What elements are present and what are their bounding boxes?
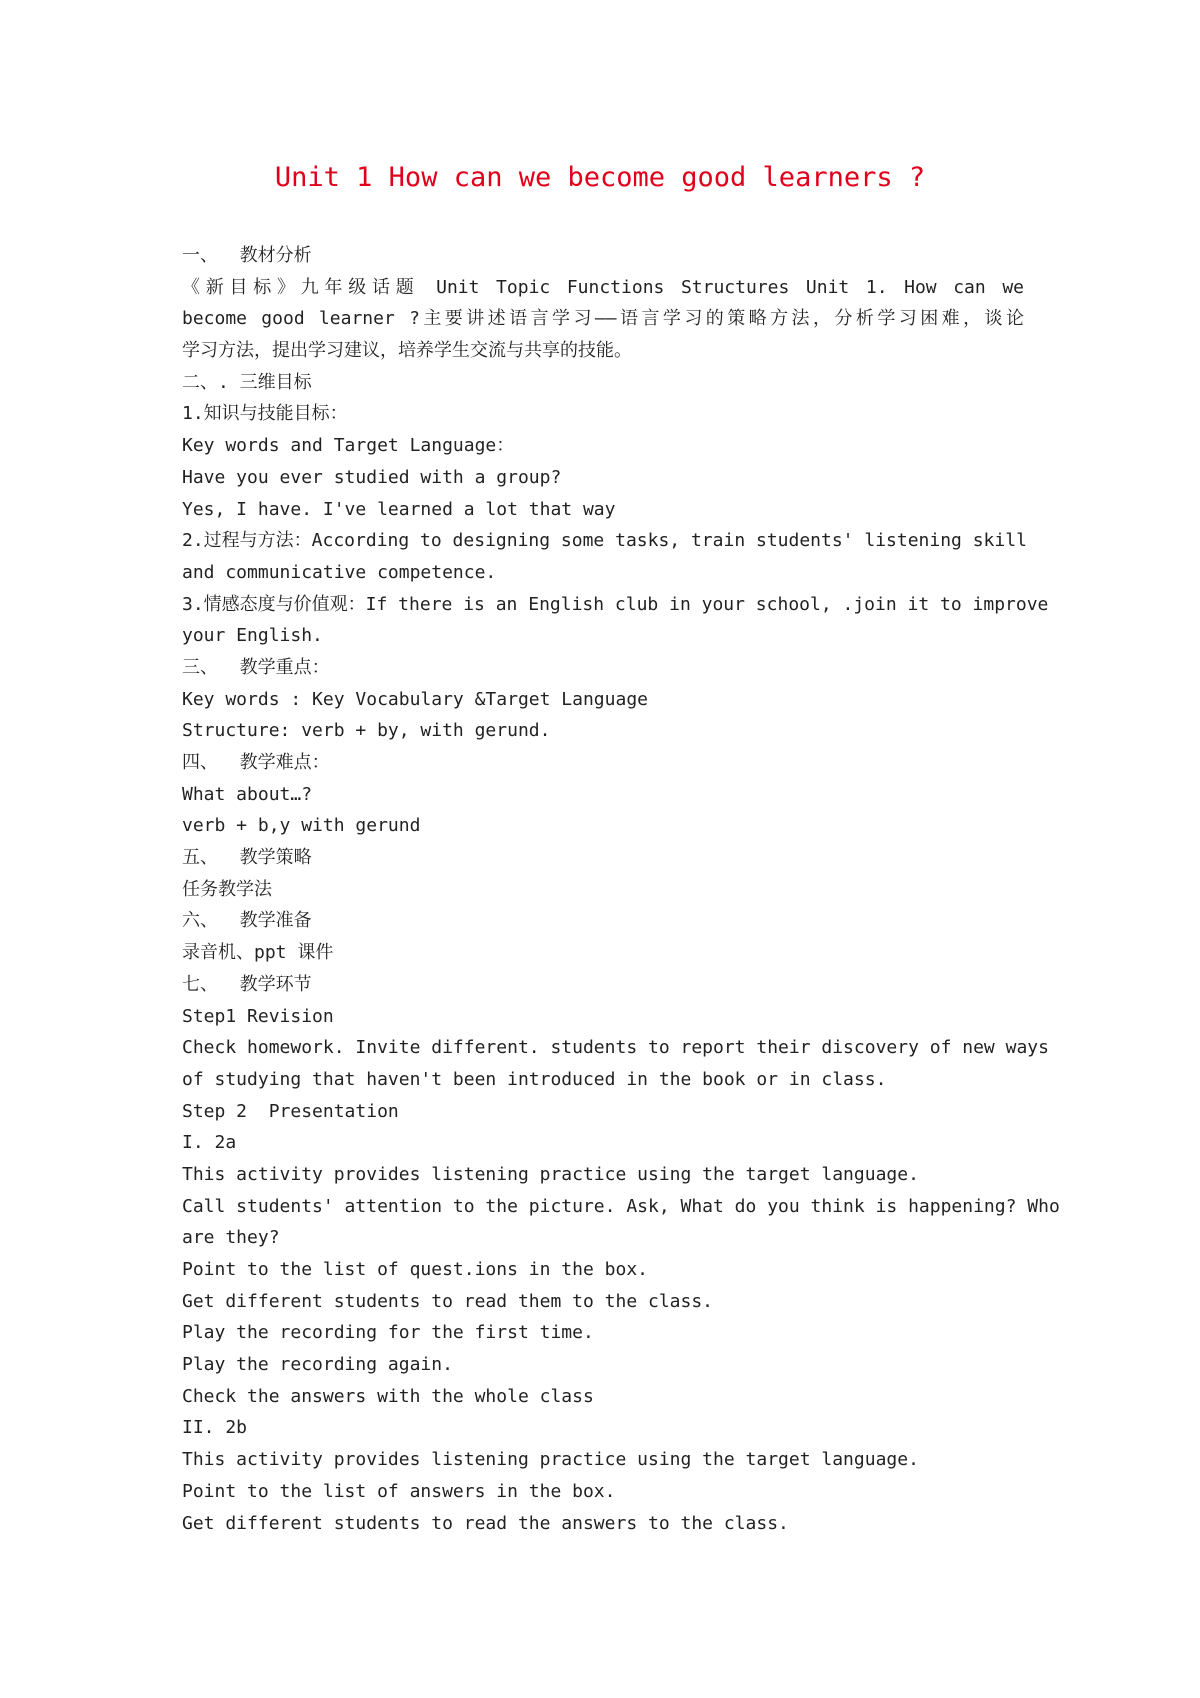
paragraph-line: Play the recording for the first time.: [182, 1322, 594, 1344]
paragraph-line: Step 2 Presentation: [182, 1100, 399, 1122]
paragraph-line: become good learner ?主要讲述语言学习——语言学习的策略方法，分析学习困难，谈论: [182, 308, 1024, 330]
paragraph-line: Get different students to read them to the class.: [182, 1290, 714, 1312]
paragraph-line: Yes, I have. I've learned a lot that way: [182, 498, 616, 520]
paragraph-line: Check the answers with the whole class: [182, 1385, 594, 1407]
section-heading: 五、 教学策略: [182, 847, 312, 869]
paragraph-line: 学习方法，提出学习建议，培养学生交流与共享的技能。: [182, 340, 632, 362]
paragraph-line: What about…?: [182, 783, 313, 805]
paragraph-line: Get different students to read the answers to the class.: [182, 1512, 789, 1534]
paragraph-line: are they?: [182, 1227, 280, 1249]
section-heading: 七、 教学环节: [182, 973, 312, 995]
paragraph-line: 3.情感态度与价值观：If there is an English club in your school, .join it to improve: [182, 593, 1049, 615]
paragraph-line: II. 2b: [182, 1417, 248, 1439]
paragraph-line: 录音机、ppt 课件: [182, 942, 334, 964]
paragraph-line: Call students' attention to the picture. Ask, What do you think is happening? Who: [182, 1195, 1060, 1217]
paragraph-line: Play the recording again.: [182, 1354, 453, 1376]
paragraph-line: 任务教学法: [182, 878, 272, 900]
paragraph-line: and communicative competence.: [182, 561, 497, 583]
paragraph-line: verb + b,y with gerund: [182, 815, 421, 837]
paragraph-line: I. 2a: [182, 1132, 237, 1154]
paragraph-line: Have you ever studied with a group?: [182, 466, 562, 488]
paragraph-line: 《新目标》九年级话题 Unit Topic Functions Structures Unit 1. How can we: [182, 276, 1024, 298]
paragraph-line: of studying that haven't been introduced in the book or in class.: [182, 1068, 887, 1090]
paragraph-line: 2.过程与方法：According to designing some tasks, train students' listening skill: [182, 530, 1027, 552]
page-title: Unit 1 How can we become good learners ?: [274, 162, 926, 193]
paragraph-line: 1.知识与技能目标：: [182, 403, 348, 425]
paragraph-line: Step1 Revision: [182, 1005, 334, 1027]
paragraph-line: Point to the list of quest.ions in the box.: [182, 1259, 648, 1280]
paragraph-line: Check homework. Invite different. students to report their discovery of new ways: [182, 1037, 1049, 1059]
section-heading: 二、. 三维目标: [182, 371, 312, 393]
section-heading: 四、 教学难点：: [182, 752, 330, 773]
document-body: [182, 240, 1060, 1539]
paragraph-line: Key words and Target Language：: [182, 435, 515, 457]
paragraph-line: This activity provides listening practice using the target language.: [182, 1163, 919, 1185]
section-heading: 六、 教学准备: [182, 910, 312, 932]
section-heading: 一、 教材分析: [182, 245, 312, 266]
paragraph-line: your English.: [182, 625, 323, 647]
paragraph-line: This activity provides listening practice using the target language.: [182, 1449, 919, 1471]
section-heading: 三、 教学重点：: [182, 656, 330, 678]
paragraph-line: Key words : Key Vocabulary &Target Language: [182, 688, 648, 710]
paragraph-line: Structure: verb + by, with gerund.: [182, 720, 551, 742]
paragraph-line: Point to the list of answers in the box.: [182, 1480, 616, 1502]
